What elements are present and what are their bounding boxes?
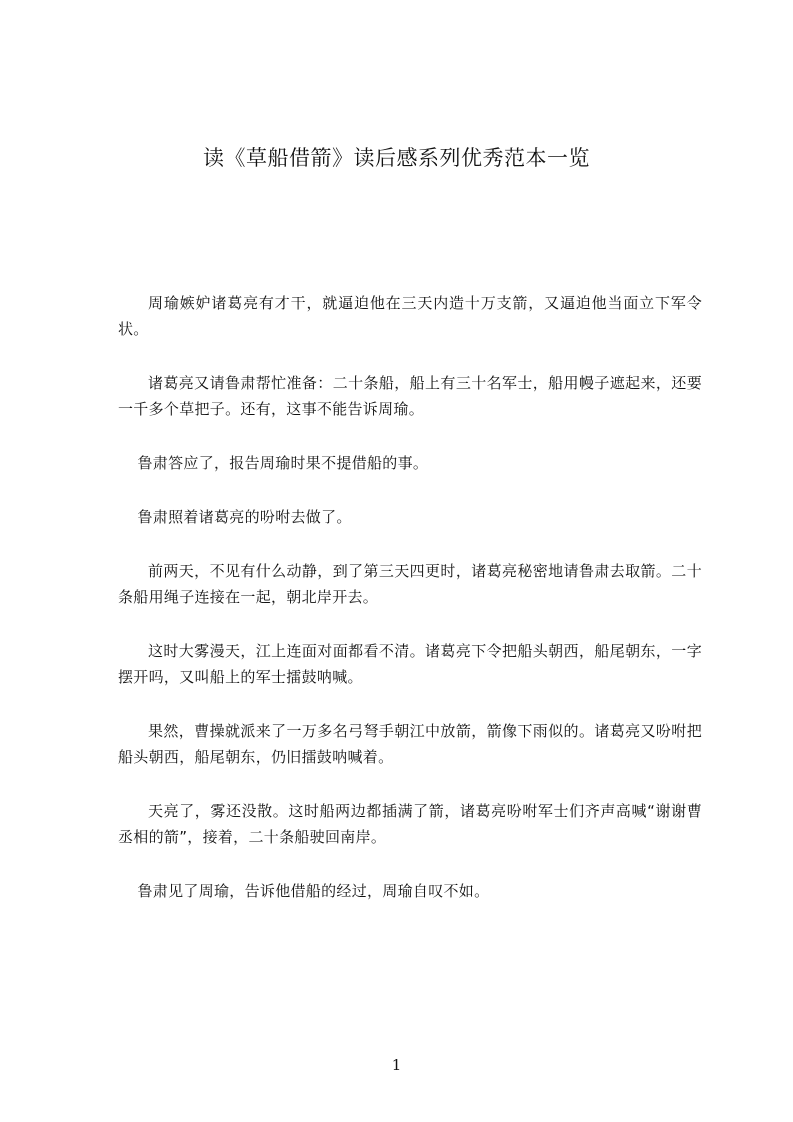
paragraph: 天亮了，雾还没散。这时船两边都插满了箭，诸葛亮吩咐军士们齐声高喊“谢谢曹丞相的箭”，接着，二十条船驶回南岸。	[118, 802, 702, 846]
paragraph: 鲁肃见了周瑜，告诉他借船的经过，周瑜自叹不如。	[137, 882, 490, 900]
document-body	[118, 290, 702, 932]
paragraph: 诸葛亮又请鲁肃帮忙准备：二十条船，船上有三十名军士，船用幔子遮起来，还要一千多个草把子。还有，这事不能告诉周瑜。	[118, 374, 702, 418]
paragraph: 前两天，不见有什么动静，到了第三天四更时，诸葛亮秘密地请鲁肃去取箭。二十条船用绳子连接在一起，朝北岸开去。	[118, 562, 702, 606]
page-number: 1	[391, 1056, 402, 1074]
paragraph: 周瑜嫉妒诸葛亮有才干，就逼迫他在三天内造十万支箭，又逼迫他当面立下军令状。	[118, 294, 702, 338]
document-title: 读《草船借箭》读后感系列优秀范本一览	[203, 146, 590, 170]
paragraph: 果然，曹操就派来了一万多名弓弩手朝江中放箭，箭像下雨似的。诸葛亮又吩咐把船头朝西，船尾朝东，仍旧擂鼓呐喊着。	[118, 722, 702, 766]
paragraph: 这时大雾漫天，江上连面对面都看不清。诸葛亮下令把船头朝西，船尾朝东，一字摆开吗，又叫船上的军士擂鼓呐喊。	[118, 642, 702, 686]
paragraph: 鲁肃答应了，报告周瑜时果不提借船的事。	[137, 454, 429, 472]
paragraph: 鲁肃照着诸葛亮的吩咐去做了。	[137, 508, 352, 526]
